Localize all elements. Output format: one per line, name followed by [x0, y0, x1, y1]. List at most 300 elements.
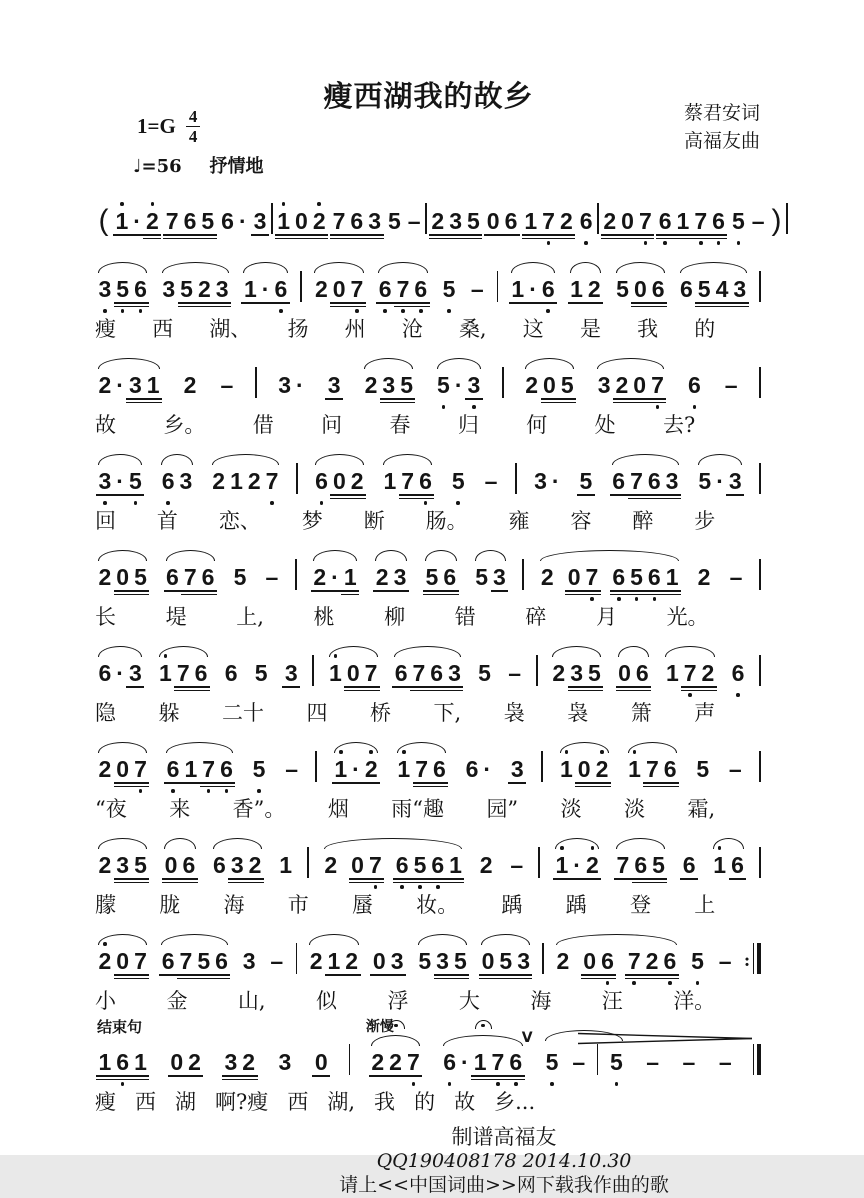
- note: 3: [278, 372, 291, 398]
- slur-group: [95, 372, 163, 398]
- note: 1: [341, 564, 359, 590]
- note: 0: [162, 852, 180, 878]
- octave-dot-above: [103, 942, 107, 946]
- note: 2: [369, 1049, 387, 1075]
- slur-group: [537, 564, 682, 590]
- note-group: [348, 1044, 352, 1075]
- lyric-syllable: 光。: [666, 605, 709, 629]
- lyric-syllable: 西: [152, 317, 174, 341]
- slur-group: [158, 948, 231, 974]
- slur-group: [415, 948, 470, 974]
- note: 5: [698, 468, 712, 494]
- dash-note: –: [265, 564, 279, 590]
- note: 2: [212, 468, 226, 494]
- note: 0: [293, 208, 311, 234]
- note: 6: [213, 852, 226, 878]
- note-group: [275, 372, 307, 398]
- lyric-syllable: 春: [389, 413, 411, 437]
- lyric-syllable: 下,: [433, 701, 462, 725]
- slur-group: [95, 564, 150, 590]
- note: 5: [388, 208, 401, 234]
- lyrics-row: [95, 601, 709, 631]
- note-group: [295, 943, 299, 974]
- note: 1: [132, 1049, 150, 1075]
- note: 7: [643, 756, 661, 782]
- barline: [759, 271, 761, 302]
- slur-group: [326, 660, 381, 686]
- slur-group: [161, 852, 199, 878]
- note: 6: [610, 564, 628, 590]
- lyric-syllable: 登: [630, 893, 651, 917]
- dash-note: –: [646, 1049, 660, 1075]
- note: 5: [114, 276, 132, 302]
- note: 7: [263, 468, 281, 494]
- note: 6: [159, 468, 177, 494]
- note-group: [694, 564, 714, 590]
- note: 0: [581, 948, 599, 974]
- note-group: [275, 1049, 295, 1075]
- note: 6: [656, 208, 674, 234]
- note: 1: [144, 372, 162, 398]
- note: 0: [484, 208, 502, 234]
- score-system: [95, 446, 762, 535]
- note: 2: [246, 852, 264, 878]
- note: 6: [431, 756, 449, 782]
- lyrics-row: [95, 697, 715, 727]
- slur-group: [549, 660, 604, 686]
- note-group: [239, 948, 259, 974]
- augmentation-dot: ·: [483, 756, 492, 782]
- slur-group: [95, 660, 145, 686]
- note: 7: [625, 948, 643, 974]
- note: 3: [366, 208, 384, 234]
- contact-date: QQ190408178 2014.10.30: [376, 1150, 632, 1173]
- note-group: [684, 372, 704, 398]
- lyric-syllable: 碎: [525, 605, 547, 629]
- song-title: 瘦西湖我的故乡: [323, 79, 534, 113]
- note-group: [785, 203, 789, 234]
- note: 2: [311, 564, 329, 590]
- note-group: [385, 208, 405, 234]
- note: 6: [159, 948, 177, 974]
- note: 1: [558, 756, 576, 782]
- lyric-syllable: 乡。: [163, 413, 206, 437]
- octave-dot-below: [546, 309, 550, 313]
- note: 2: [195, 276, 213, 302]
- note-group: [514, 463, 518, 494]
- octave-dot-above: [369, 750, 373, 754]
- note: 5: [233, 564, 247, 590]
- lyric-syllable: 来: [169, 797, 191, 821]
- lyric-syllable: 香”。: [232, 797, 286, 821]
- lyric-syllable: 声: [694, 701, 716, 725]
- lyric-syllable: 袅: [567, 701, 589, 725]
- note: 7: [163, 208, 181, 234]
- slur-group: [567, 276, 605, 302]
- note: 3: [534, 468, 547, 494]
- octave-dot-below: [615, 1082, 619, 1086]
- note: 6: [272, 276, 290, 302]
- note: 2: [373, 564, 391, 590]
- note: 7: [636, 208, 654, 234]
- note-group: [95, 204, 112, 237]
- note: 5: [478, 660, 491, 686]
- note: 5: [449, 468, 467, 494]
- barline: [538, 847, 540, 878]
- note-group: [507, 852, 527, 878]
- score: [95, 186, 782, 1116]
- slur-group: [95, 276, 150, 302]
- note-group: [721, 372, 741, 398]
- note-group: [521, 208, 576, 234]
- note: 2: [98, 564, 112, 590]
- note: 1: [113, 208, 131, 234]
- octave-dot-below: [656, 405, 660, 409]
- lyric-syllable: 小: [95, 989, 116, 1013]
- note-group: [254, 367, 258, 398]
- augmentation-dot: ·: [454, 372, 463, 398]
- note-group: [725, 756, 745, 782]
- note: 5: [254, 660, 268, 686]
- note: 5: [696, 756, 710, 782]
- note: 0: [616, 660, 634, 686]
- octave-dot-below: [418, 885, 422, 889]
- lyric-syllable: 我: [374, 1090, 396, 1114]
- dash-note: –: [718, 1049, 732, 1075]
- octave-dot-below: [171, 789, 175, 793]
- lyric-syllable: 长: [95, 605, 116, 629]
- octave-dot-below: [472, 405, 476, 409]
- note-group: [314, 751, 318, 782]
- note-group: [521, 559, 525, 590]
- dash-note: –: [508, 660, 522, 686]
- note: 6: [417, 468, 435, 494]
- slur-group: [361, 372, 416, 398]
- lyrics-row: [95, 505, 715, 535]
- note: 6: [199, 564, 217, 590]
- octave-dot-above: [565, 750, 569, 754]
- note: 7: [132, 948, 150, 974]
- dash-note: –: [470, 276, 484, 302]
- lyric-syllable: 堤: [165, 605, 187, 629]
- lyric-syllable: 首: [156, 509, 178, 533]
- note-group: [295, 463, 299, 494]
- note: 5: [195, 948, 213, 974]
- note: 6: [192, 660, 210, 686]
- barline: [759, 751, 761, 782]
- slur-group: [542, 1044, 626, 1075]
- note-group: [531, 468, 563, 494]
- note: 0: [479, 948, 497, 974]
- note: 5: [451, 948, 469, 974]
- note-group: [758, 463, 762, 494]
- note-group: [467, 276, 487, 302]
- note: 6: [429, 852, 447, 878]
- slur-group: [695, 468, 745, 494]
- note: 3: [251, 208, 269, 234]
- lyrics-row: [95, 793, 715, 823]
- note: 3: [434, 948, 452, 974]
- note: 3: [726, 468, 744, 494]
- slur-group: [615, 660, 653, 686]
- note: 1: [332, 756, 350, 782]
- repeat-dots: :: [743, 951, 751, 971]
- score-system: [95, 186, 782, 237]
- note-group: [282, 756, 302, 782]
- note: 6: [599, 948, 617, 974]
- note: 5: [497, 948, 515, 974]
- augmentation-dot: ·: [131, 208, 144, 234]
- note: 3: [515, 948, 533, 974]
- slur-group: [372, 564, 410, 590]
- slur-group: [553, 948, 680, 974]
- dash-note: –: [718, 948, 732, 974]
- note: 5: [650, 852, 668, 878]
- note: 6: [680, 276, 693, 302]
- barline: [759, 559, 761, 590]
- slur-group: [240, 276, 290, 302]
- parenthesis: (: [98, 204, 109, 237]
- note-group: [715, 1049, 735, 1075]
- dash-note: –: [728, 756, 742, 782]
- note-group: [324, 372, 344, 398]
- note: 0: [344, 660, 362, 686]
- note: 6: [218, 756, 236, 782]
- note: 7: [628, 468, 646, 494]
- note-group: [728, 660, 748, 686]
- augmentation-dot: ·: [116, 372, 124, 398]
- barline: [522, 559, 524, 590]
- lyric-syllable: 恋、: [218, 509, 261, 533]
- note: 3: [391, 564, 409, 590]
- octave-dot-below: [279, 309, 283, 313]
- note: 2: [348, 468, 366, 494]
- note: 2: [593, 756, 611, 782]
- note: 5: [616, 276, 629, 302]
- lyric-syllable: 湖、: [209, 317, 252, 341]
- note: 1: [568, 276, 586, 302]
- octave-dot-above: [334, 654, 338, 658]
- lyric-syllable: 妆。: [416, 893, 459, 917]
- engraver-credit: 制谱高福友: [451, 1125, 557, 1149]
- note: 0: [330, 276, 348, 302]
- lyric-syllable: 问: [321, 413, 343, 437]
- augmentation-dot: ·: [329, 564, 342, 590]
- note: 2: [552, 660, 566, 686]
- note: 6: [412, 276, 430, 302]
- note-group: [476, 852, 496, 878]
- note: 2: [186, 1049, 204, 1075]
- note-group: [726, 564, 746, 590]
- note: 5: [398, 372, 416, 398]
- slur-group: [163, 756, 236, 782]
- note: 1: [395, 756, 413, 782]
- note: 2: [343, 948, 361, 974]
- key-label: 1=G: [137, 114, 176, 138]
- lyric-syllable: 园”: [486, 797, 519, 821]
- note: 5: [435, 372, 453, 398]
- octave-dot-below: [653, 597, 657, 601]
- lyric-syllable: 踽: [501, 893, 523, 917]
- note: 6: [577, 208, 595, 234]
- slur-group: [312, 468, 367, 494]
- note: 3: [491, 564, 509, 590]
- lyric-syllable: 山,: [237, 989, 266, 1013]
- note: 1: [157, 660, 175, 686]
- augmentation-dot: ·: [259, 276, 272, 302]
- note: 2: [247, 468, 261, 494]
- augmentation-dot: ·: [527, 276, 540, 302]
- dash-note: –: [729, 564, 743, 590]
- note: 6: [348, 208, 366, 234]
- note-group: [535, 655, 539, 686]
- note: 2: [585, 276, 603, 302]
- note-group: [679, 1049, 699, 1075]
- note: 6: [98, 660, 112, 686]
- ending-label: 结束句: [97, 1018, 143, 1036]
- dash-note: –: [572, 1049, 586, 1075]
- slur-group: [375, 276, 430, 302]
- note: 6: [221, 208, 234, 234]
- slur-group: [310, 564, 360, 590]
- note: 0: [565, 564, 583, 590]
- slur-group: [95, 852, 150, 878]
- note-group: [475, 660, 495, 686]
- note: 7: [399, 468, 417, 494]
- breath-mark-icon: V: [521, 1030, 533, 1046]
- slur-group: [609, 468, 682, 494]
- note: 2: [324, 852, 338, 878]
- note: 1: [626, 756, 644, 782]
- notes-row: [95, 350, 762, 398]
- lyric-syllable: 湖,: [327, 1090, 356, 1114]
- note: 1: [325, 948, 343, 974]
- note-group: [180, 372, 200, 398]
- lyric-syllable: 浮: [387, 989, 409, 1013]
- lyric-syllable: 桥: [370, 701, 391, 725]
- dash-note: –: [285, 756, 299, 782]
- lyric-syllable: 乡...: [494, 1090, 536, 1114]
- note: 5: [440, 276, 458, 302]
- octave-dot-below: [663, 241, 667, 245]
- slur-group: [625, 756, 680, 782]
- note-group: [428, 208, 483, 234]
- note-group: [369, 948, 407, 974]
- lyric-syllable: 烟: [327, 797, 349, 821]
- note: 3: [126, 372, 144, 398]
- lyric-syllable: 回: [95, 509, 116, 533]
- note: 1: [182, 756, 200, 782]
- note: 0: [114, 756, 132, 782]
- lyric-syllable: 似: [316, 989, 337, 1013]
- note-group: [758, 751, 762, 782]
- note-group: [600, 208, 655, 234]
- octave-dot-above: [317, 202, 321, 206]
- note: 2: [479, 852, 493, 878]
- octave-dot-below: [447, 309, 451, 313]
- slur-group: [158, 468, 196, 494]
- octave-dot-below: [644, 241, 648, 245]
- note-group: [758, 559, 762, 590]
- note-group: [501, 367, 505, 398]
- note: 5: [132, 852, 150, 878]
- notes-row: [95, 830, 762, 878]
- note-group: [507, 756, 527, 782]
- note: 7: [692, 208, 710, 234]
- lyric-syllable: 步: [694, 509, 716, 533]
- note: 6: [632, 852, 650, 878]
- note: 6: [645, 468, 663, 494]
- note: 6: [132, 276, 150, 302]
- lyricist-credit: 蔡君安词: [683, 102, 760, 124]
- note-group: [251, 660, 271, 686]
- note: 2: [362, 756, 380, 782]
- octave-dot-below: [419, 309, 423, 313]
- octave-dot-below: [688, 693, 692, 697]
- score-header: [95, 60, 762, 186]
- note: 6: [680, 852, 698, 878]
- note: 3: [465, 372, 483, 398]
- lyric-syllable: 啊?瘦: [215, 1090, 269, 1114]
- lyric-syllable: 市: [287, 893, 309, 917]
- lyric-syllable: 去?: [663, 413, 696, 437]
- lyric-syllable: 桃: [313, 605, 335, 629]
- note: 7: [200, 756, 218, 782]
- note-group: [693, 756, 713, 782]
- lyric-syllable: 汪: [601, 989, 623, 1013]
- note: 3: [663, 468, 681, 494]
- note: 7: [132, 756, 150, 782]
- note-group: [462, 756, 494, 782]
- note: 3: [126, 660, 144, 686]
- note: 7: [366, 852, 384, 878]
- dash-note: –: [407, 208, 421, 234]
- score-system: [95, 1018, 762, 1116]
- note: 1: [509, 276, 527, 302]
- lyric-syllable: 故: [454, 1090, 476, 1114]
- note-group: [221, 1049, 259, 1075]
- slur-group: [522, 372, 577, 398]
- lyric-syllable: 上,: [236, 605, 264, 629]
- augmentation-dot: ·: [716, 468, 724, 494]
- barline: [502, 367, 504, 398]
- lyric-syllable: 霜,: [687, 797, 716, 821]
- note: 2: [613, 372, 631, 398]
- octave-dot-below: [355, 309, 359, 313]
- note: 6: [164, 756, 182, 782]
- note-group: [218, 208, 250, 234]
- barline: [255, 367, 257, 398]
- note: 7: [177, 948, 195, 974]
- note: 5: [250, 756, 268, 782]
- note: 1: [383, 468, 397, 494]
- octave-dot-below: [456, 501, 460, 505]
- lyrics-row: [95, 313, 715, 343]
- note: 3: [242, 948, 256, 974]
- slur-group: [311, 276, 366, 302]
- note-group: [496, 271, 500, 302]
- score-system: [95, 830, 762, 919]
- note: 0: [619, 208, 637, 234]
- slur-group: [331, 756, 381, 782]
- note: 6: [441, 1049, 459, 1075]
- octave-dot-below: [550, 1082, 554, 1086]
- barline: [515, 463, 517, 494]
- octave-dot-below: [320, 501, 324, 505]
- note: 5: [689, 948, 707, 974]
- note: 6: [661, 948, 679, 974]
- barline: [541, 751, 543, 782]
